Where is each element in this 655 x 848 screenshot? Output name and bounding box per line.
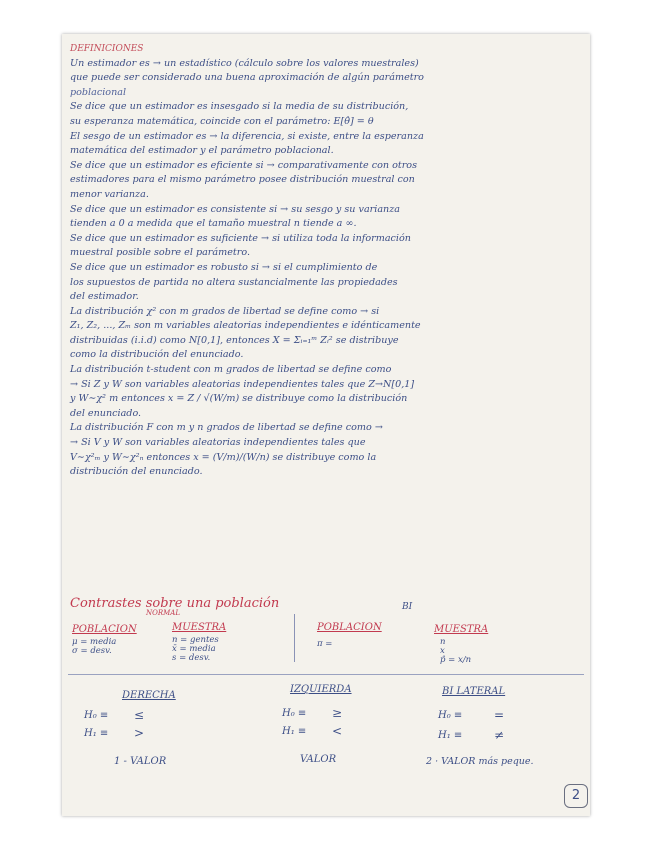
bi-poblacion-row: π = — [317, 639, 333, 649]
notebook-page — [62, 34, 590, 816]
text-line: distribución del enunciado. — [70, 466, 203, 478]
text-line: del estimador. — [70, 291, 139, 303]
test-h0-label: H₀ ≡ — [282, 708, 307, 719]
bi-muestra-row: p̂ = x/n — [440, 655, 472, 665]
test-h0-symbol: = — [494, 708, 505, 722]
text-line: La distribución χ² con m grados de libertad se define como → si — [70, 305, 380, 317]
normal-muestra-row: x̄ = media — [172, 644, 216, 654]
normal-muestra-row: s = desv. — [172, 653, 211, 663]
normal-poblacion-header: POBLACION — [72, 624, 137, 635]
text-line: matemática del estimador y el parámetro poblacional. — [70, 145, 334, 157]
normal-poblacion-row: μ = media — [72, 637, 117, 647]
text-line: La distribución F con m y n grados de libertad se define como → — [70, 422, 383, 434]
text-line: menor varianza. — [70, 188, 149, 200]
normal-muestra-list — [172, 636, 219, 663]
section-divider — [68, 674, 584, 675]
text-line: El sesgo de un estimador es → la diferencia, si existe, entre la esperanza — [70, 130, 424, 142]
test-h1-label: H₁ ≡ — [282, 726, 307, 737]
test-pvalue-note: 1 - VALOR — [114, 756, 167, 767]
text-line: Se dice que un estimador es insesgado si la media de su distribución, — [70, 101, 409, 113]
normal-muestra-header: MUESTRA — [172, 622, 227, 633]
page-number: 2 — [564, 784, 588, 808]
text-line: Se dice que un estimador es eficiente si → comparativamente con otros — [70, 159, 418, 171]
normal-poblacion-row: σ = desv. — [72, 646, 112, 656]
test-h0-label: H₀ ≡ — [438, 710, 463, 721]
test-h0-symbol: ≥ — [332, 706, 343, 720]
text-line: V∼χ²ₘ y W∼χ²ₙ entonces x = (V/m)/(W/n) se distribuye como la — [70, 451, 377, 463]
test-h1-label: H₁ ≡ — [84, 728, 109, 739]
text-line: Se dice que un estimador es suficiente → si utiliza toda la información — [70, 232, 411, 244]
test-h0-symbol: ≤ — [134, 708, 145, 722]
test-pvalue-note: VALOR — [300, 754, 337, 765]
text-line: Z₁, Z₂, ..., Zₘ son m variables aleatorias independientes e idénticamente — [70, 320, 421, 332]
text-line: del enunciado. — [70, 407, 142, 419]
text-line: → Si V y W son variables aleatorias independientes tales que — [70, 437, 366, 449]
text-line: Se dice que un estimador es robusto si → si el cumplimiento de — [70, 261, 378, 273]
text-line: los supuestos de partida no altera sustancialmente las propiedades — [70, 276, 398, 288]
text-line: muestral posible sobre el parámetro. — [70, 247, 250, 259]
text-line: que puede ser considerado una buena aproximación de algún parámetro — [70, 72, 424, 84]
test-h1-symbol: > — [134, 726, 145, 740]
definitions-text — [70, 42, 584, 480]
text-line: Un estimador es → un estadístico (cálculo sobre los valores muestrales) — [70, 57, 419, 69]
test-pvalue-note: 2 · VALOR más peque. — [426, 756, 534, 767]
text-line: como la distribución del enunciado. — [70, 349, 244, 361]
test-header-derecha: DERECHA — [122, 690, 176, 701]
text-line: y W∼χ² m entonces x = Z / √(W/m) se distribuye como la distribución — [70, 393, 408, 405]
column-divider — [294, 614, 295, 662]
bi-muestra-row: n — [440, 637, 446, 647]
test-header-izquierda: IZQUIERDA — [290, 684, 352, 695]
test-h1-label: H₁ ≡ — [438, 730, 463, 741]
text-line: estimadores para el mismo parámetro posee distribución muestral con — [70, 174, 415, 186]
text-line: Se dice que un estimador es consistente si → su sesgo y su varianza — [70, 203, 401, 215]
test-h0-label: H₀ ≡ — [84, 710, 109, 721]
text-line: → Si Z y W son variables aleatorias independientes tales que Z→N[0,1] — [70, 378, 415, 390]
text-line: tienden a 0 a medida que el tamaño muestral n tiende a ∞. — [70, 218, 357, 230]
bi-marker: BI — [402, 602, 413, 612]
section-subtitle: NORMAL — [146, 609, 181, 617]
test-h1-symbol: < — [332, 724, 343, 738]
section-title: Contrastes sobre una población — [70, 596, 280, 611]
normal-muestra-row: n = gentes — [172, 635, 219, 645]
bi-muestra-list — [440, 638, 471, 665]
test-h1-symbol: ≠ — [494, 728, 505, 742]
bi-poblacion-header: POBLACION — [317, 622, 382, 633]
normal-poblacion-list — [72, 638, 116, 656]
text-line: poblacional — [70, 86, 127, 98]
text-line: distribuidas (i.i.d) como N[0,1], entonces X = Σᵢ₌₁ᵐ Zᵢ² se distribuye — [70, 334, 399, 346]
text-line: su esperanza matemática, coincide con el parámetro: E[θ̂] = θ — [70, 115, 374, 127]
text-line: DEFINICIONES — [70, 44, 144, 54]
text-line: La distribución t-student con m grados de libertad se define como — [70, 364, 392, 376]
test-header-bilateral: BI LATERAL — [442, 686, 506, 697]
bi-muestra-header: MUESTRA — [434, 624, 489, 635]
bi-muestra-row: x — [440, 646, 445, 656]
